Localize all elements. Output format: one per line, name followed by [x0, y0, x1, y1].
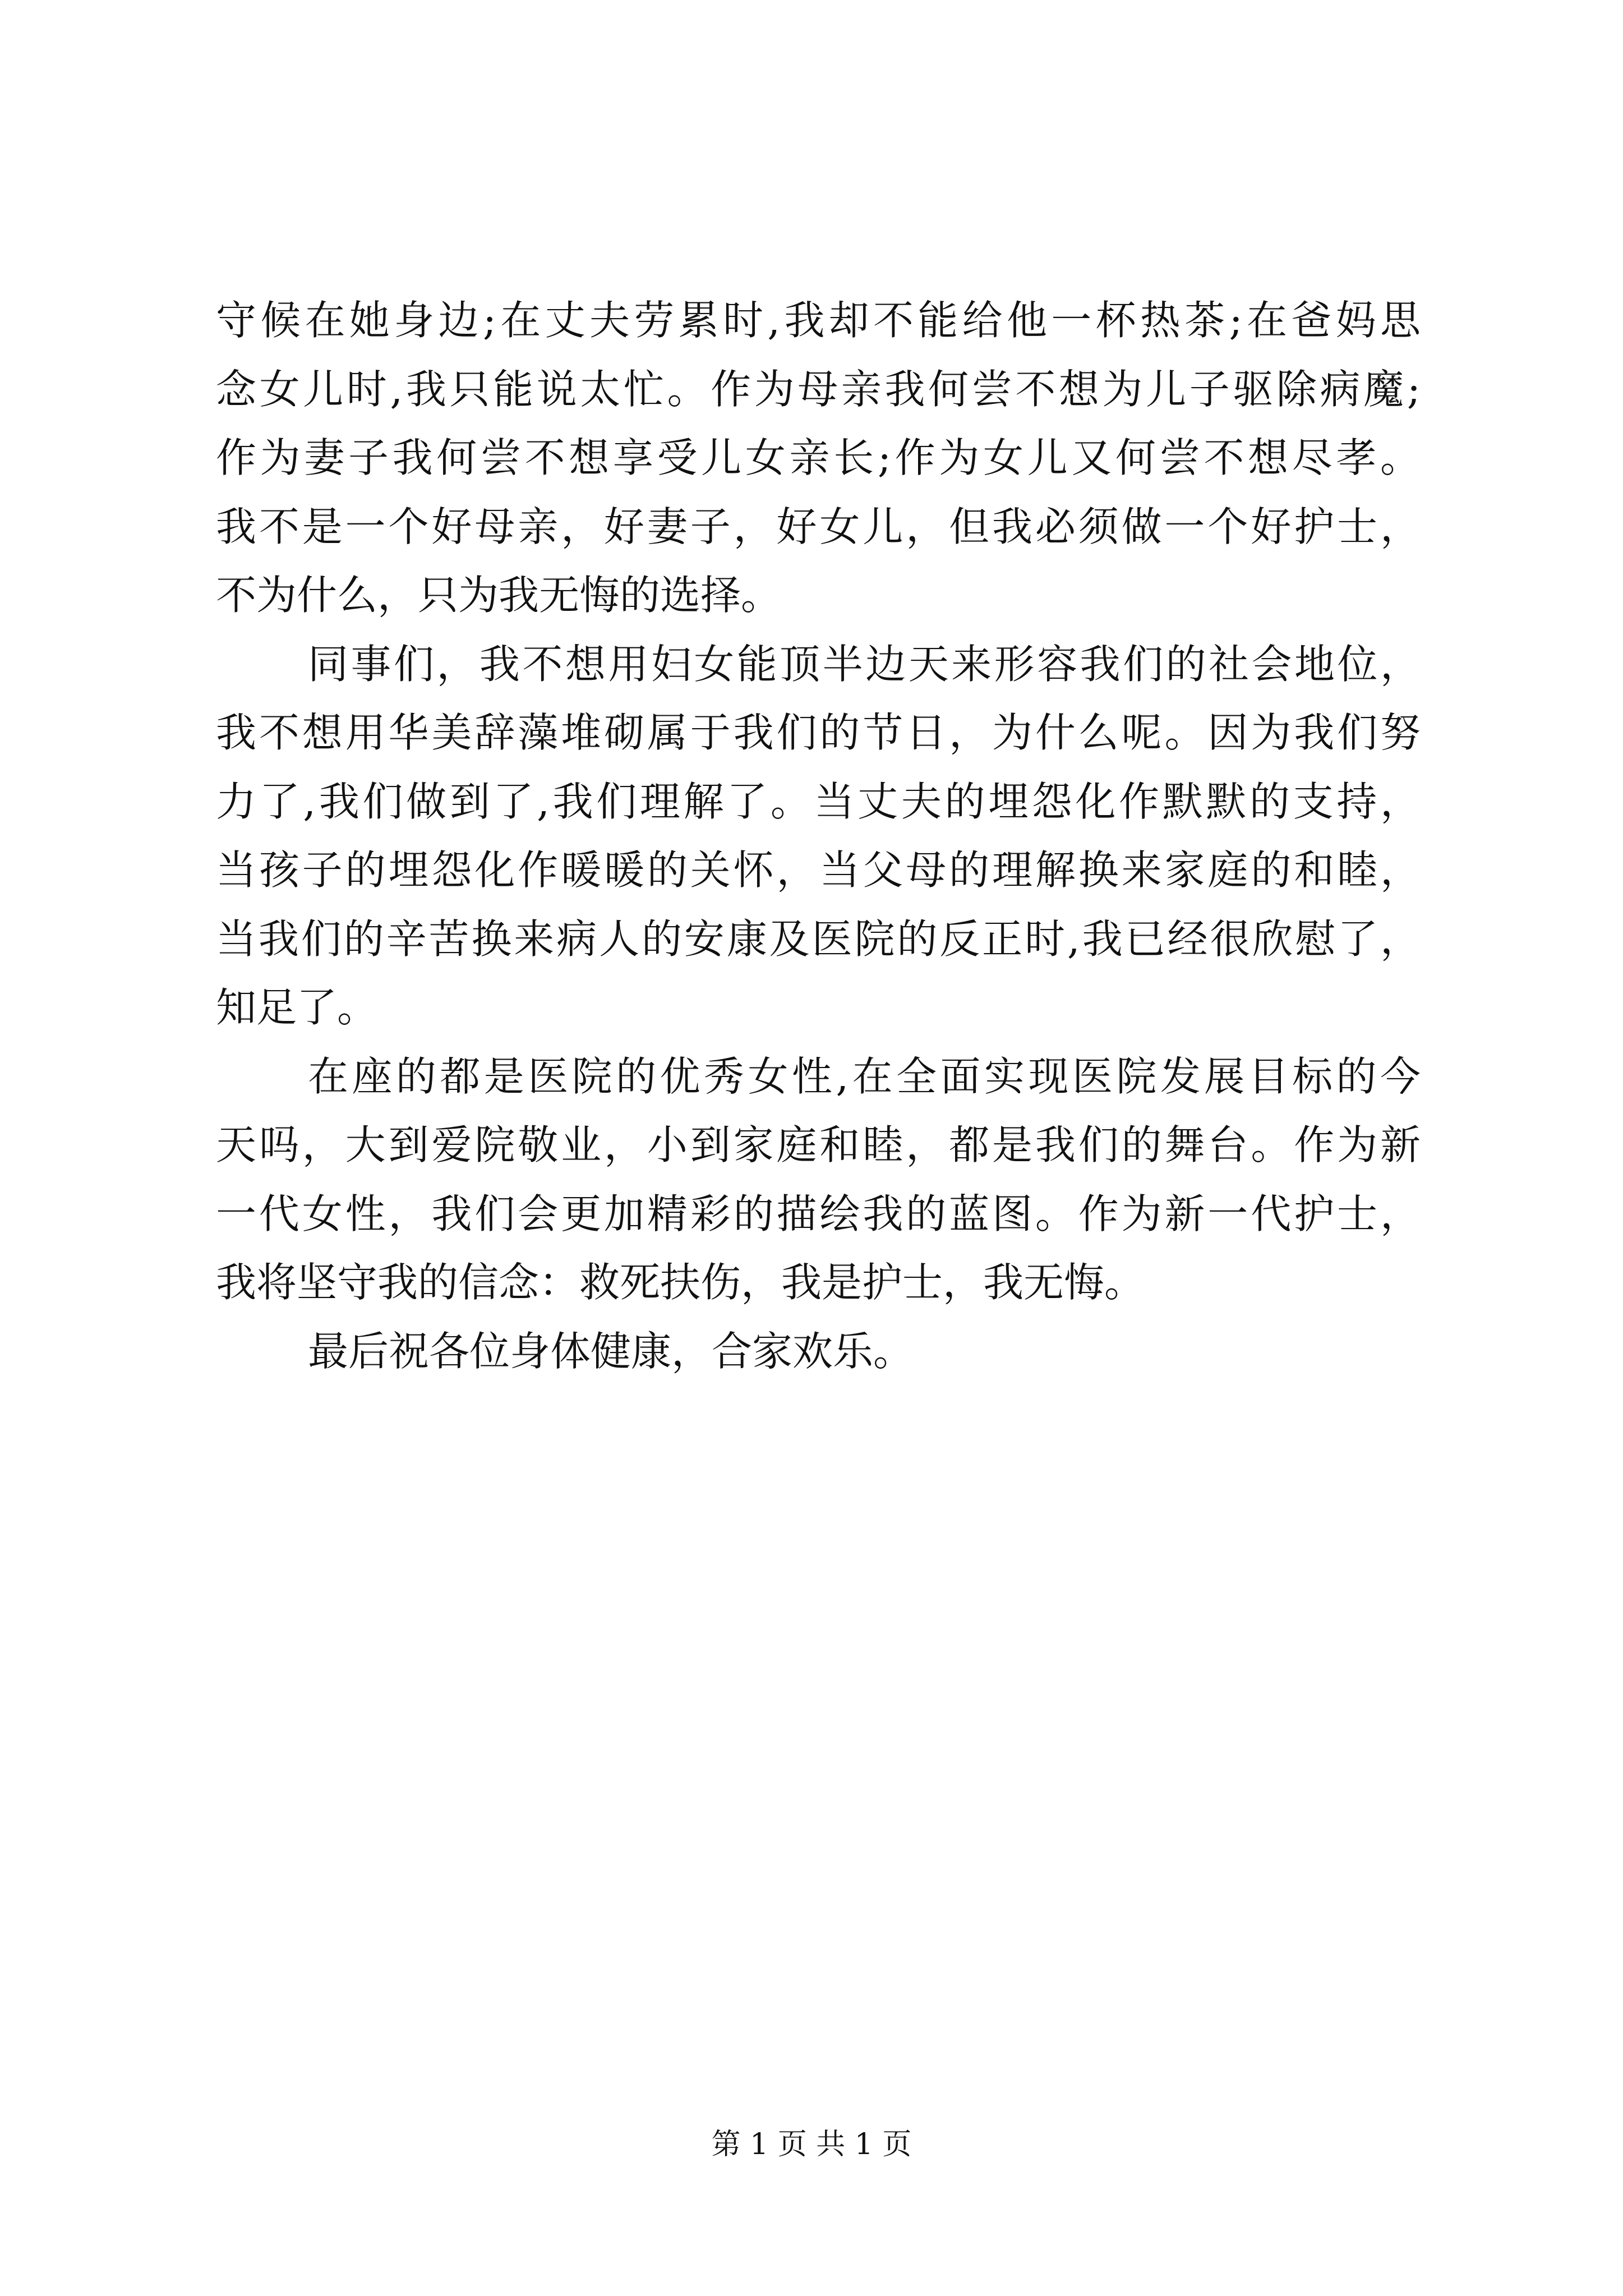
text-line: 在座的都是医院的优秀女性,在全面实现医院发展目标的今: [308, 1052, 1421, 1100]
text-line: 我将坚守我的信念：救死扶伤，我是护士，我无悔。: [216, 1259, 1145, 1306]
text-line: 不为什么，只为我无悔的选择。: [216, 572, 782, 619]
text-line: 我不是一个好母亲，好妻子，好女儿，但我必须做一个好护士，: [216, 503, 1421, 550]
paragraph-3: [216, 1042, 1421, 1317]
text-line: 念女儿时,我只能说太忙。作为母亲我何尝不想为儿子驱除病魔;: [216, 365, 1421, 413]
text-line: 知足了。: [216, 984, 378, 1031]
text-line: 守候在她身边;在丈夫劳累时,我却不能给他一杯热茶;在爸妈思: [216, 297, 1421, 344]
paragraph-4: [216, 1317, 1421, 1386]
document-body: [216, 286, 1421, 1386]
text-line: 作为妻子我何尝不想享受儿女亲长;作为女儿又何尝不想尽孝。: [216, 434, 1421, 481]
text-line: 当我们的辛苦换来病人的安康及医院的反正时,我已经很欣慰了，: [216, 915, 1421, 963]
text-line: 当孩子的埋怨化作暖暖的关怀，当父母的理解换来家庭的和睦，: [216, 846, 1421, 894]
text-line: 我不想用华美辞藻堆砌属于我们的节日，为什么呢。因为我们努: [216, 709, 1421, 756]
text-line: 最后祝各位身体健康，合家欢乐。: [308, 1327, 914, 1375]
text-line: 一代女性，我们会更加精彩的描绘我的蓝图。作为新一代护士，: [216, 1190, 1421, 1237]
paragraph-1: [216, 286, 1421, 630]
text-line: 力了,我们做到了,我们理解了。当丈夫的埋怨化作默默的支持，: [216, 777, 1421, 825]
page-number-footer: 第 1 页 共 1 页: [711, 2128, 912, 2161]
paragraph-2: [216, 630, 1421, 1042]
text-line: 同事们，我不想用妇女能顶半边天来形容我们的社会地位，: [308, 640, 1421, 688]
text-line: 天吗，大到爱院敬业，小到家庭和睦，都是我们的舞台。作为新: [216, 1121, 1421, 1168]
